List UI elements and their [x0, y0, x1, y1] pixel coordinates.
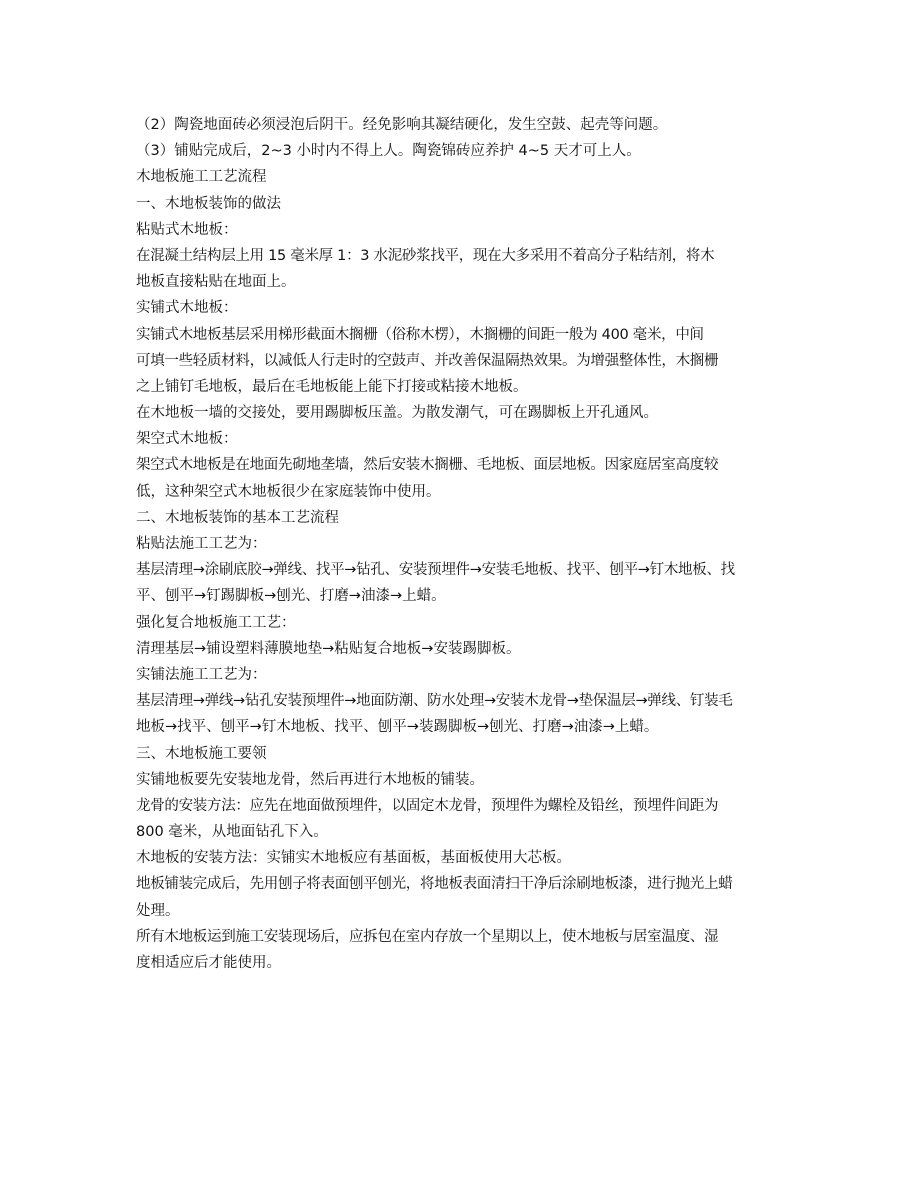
section-heading: 二、木地板装饰的基本工艺流程: [136, 509, 339, 526]
paragraph-line: 龙骨的安装方法：应先在地面做预埋件，以固定木龙骨，预埋件为螺栓及铅丝，预埋件间距为: [136, 797, 719, 814]
section-heading: 一、木地板装饰的做法: [136, 195, 281, 212]
subheading: 实铺法施工工艺为：: [136, 666, 267, 683]
paragraph-line: 在混凝土结构层上用 15 毫米厚 1：3 水泥砂浆找平，现在大多采用不着高分子粘结剂，将木: [136, 247, 715, 264]
paragraph-line: 在木地板一墙的交接处，要用踢脚板压盖。为散发潮气，可在踢脚板上开孔通风。: [136, 405, 658, 422]
paragraph-line: 地板直接粘贴在地面上。: [136, 274, 296, 291]
paragraph-line: 基层清理→涂刷底胶→弹线、找平→钻孔、安装预埋件→安装毛地板、找平、刨平→钉木地板、找: [136, 562, 735, 579]
section-title: 木地板施工工艺流程: [136, 169, 267, 186]
paragraph-line: 低，这种架空式木地板很少在家庭装饰中使用。: [136, 483, 441, 500]
paragraph-line: 实铺地板要先安装地龙骨，然后再进行木地板的铺装。: [136, 771, 484, 788]
paragraph-line: （3）铺贴完成后，2~3 小时内不得上人。陶瓷锦砖应养护 4~5 天才可上人。: [136, 143, 641, 160]
paragraph-line: 地板→找平、刨平→钉木地板、找平、刨平→装踢脚板→刨光、打磨→油漆→上蜡。: [136, 719, 659, 736]
document-page: [136, 112, 786, 976]
paragraph-line: 之上铺钉毛地板，最后在毛地板能上能下打接或粘接木地板。: [136, 378, 528, 395]
paragraph-line: 平、刨平→钉踢脚板→刨光、打磨→油漆→上蜡。: [136, 588, 446, 605]
subheading: 强化复合地板施工工艺：: [136, 614, 296, 631]
section-heading: 三、木地板施工要领: [136, 745, 267, 762]
subheading: 粘贴式木地板：: [136, 221, 238, 238]
paragraph-line: 实铺式木地板基层采用梯形截面木搁栅（俗称木楞），木搁栅的间距一般为 400 毫米，中间: [136, 326, 704, 343]
paragraph-line: 清理基层→铺设塑料薄膜地垫→粘贴复合地板→安装踢脚板。: [136, 640, 521, 657]
subheading: 粘贴法施工工艺为：: [136, 536, 267, 552]
paragraph-line: 可填一些轻质材料，以减低人行走时的空鼓声、并改善保温隔热效果。为增强整体性，木搁栅: [136, 352, 719, 369]
paragraph-line: 800 毫米，从地面钻孔下入。: [136, 824, 328, 841]
paragraph-line: （2）陶瓷地面砖必须浸泡后阴干。经免影响其凝结硬化，发生空鼓、起壳等问题。: [136, 117, 668, 133]
paragraph-line: 木地板的安装方法：实铺实木地板应有基面板，基面板使用大芯板。: [136, 850, 571, 867]
paragraph-line: 所有木地板运到施工安装现场后，应拆包在室内存放一个星期以上，使木地板与居室温度、湿: [136, 928, 719, 945]
paragraph-line: 地板铺装完成后，先用刨子将表面刨平刨光，将地板表面清扫干净后涂刷地板漆，进行抛光上蜡: [136, 876, 733, 893]
paragraph-line: 度相适应后才能使用。: [136, 955, 281, 971]
subheading: 架空式木地板：: [136, 431, 238, 448]
paragraph-line: 处理。: [136, 902, 180, 919]
paragraph-line: 架空式木地板是在地面先砌地垄墙，然后安装木搁栅、毛地板、面层地板。因家庭居室高度较: [136, 457, 719, 474]
subheading: 实铺式木地板：: [136, 300, 238, 317]
paragraph-line: 基层清理→弹线→钻孔安装预埋件→地面防潮、防水处理→安装木龙骨→垫保温层→弹线、钉装毛: [136, 693, 733, 710]
